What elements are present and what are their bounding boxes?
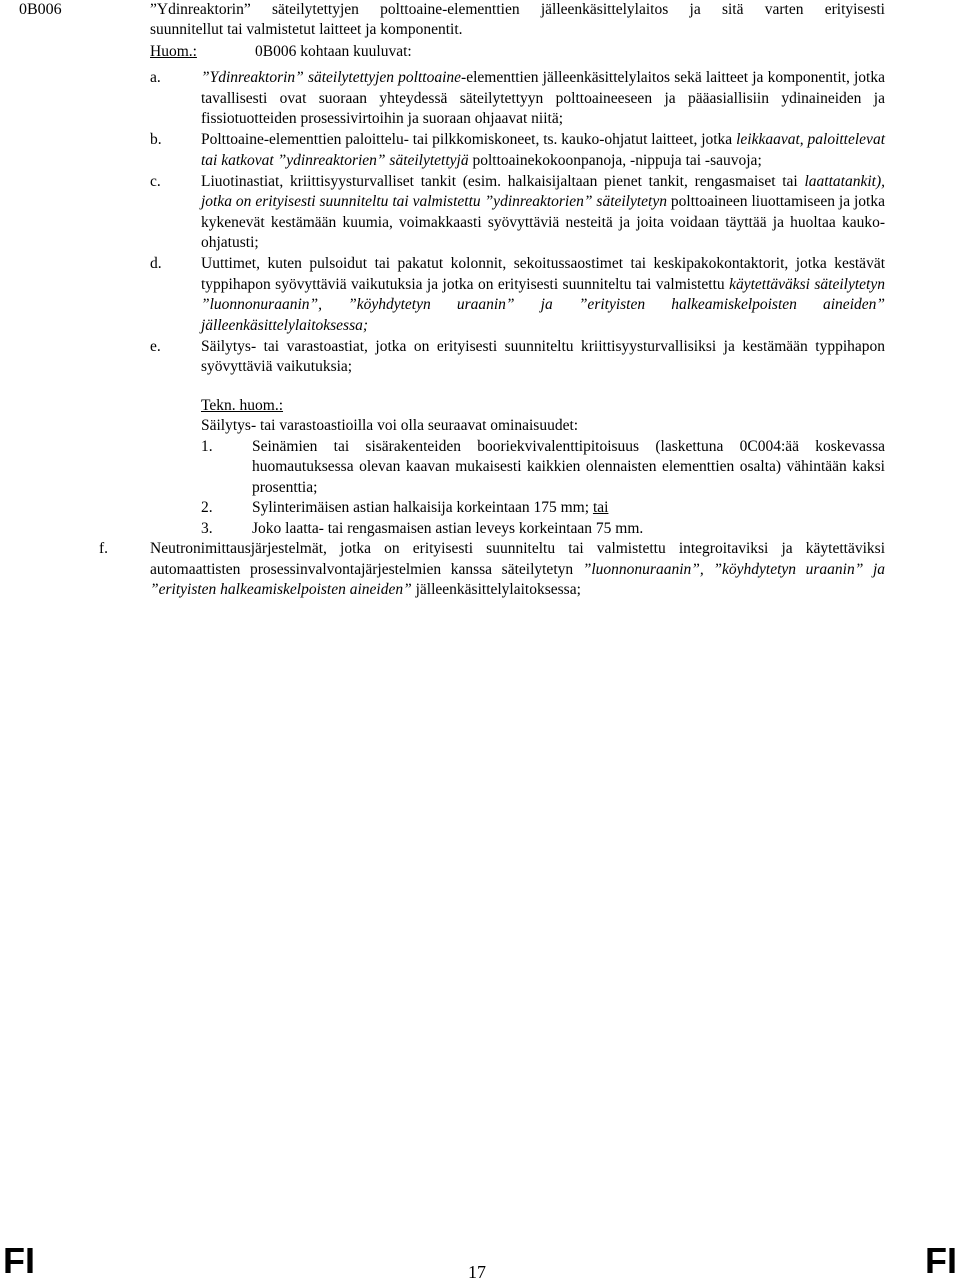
list-item-a — [150, 68, 885, 130]
item-text: Uuttimet, kuten pulsoidut tai pakatut kolonnit, sekoitussaostimet tai keskipakokontaktorit, jotka kestävät typpihapon syövyttäviä vaikutuksia ja jotka on erityisesti suunniteltu tai valmistettu — [201, 255, 885, 293]
item-letter: e. — [150, 337, 161, 355]
item-letter: b. — [150, 131, 162, 148]
sub-item-text: Seinämien tai sisärakenteiden booriekvivalenttipitoisuus (laskettuna 0C004:ää koskevassa huomautuksessa olevan kaavan mukaisesti kaikkien olennaisten elementtien osalta) vähintään kaksi prosenttia; — [252, 437, 885, 496]
list-item-b — [150, 130, 885, 171]
note-header — [150, 42, 412, 62]
item-text-italic: laattatankit), jotka on erityisesti suunniteltu tai valmistettu ”ydinreaktorien” säteilytetyn — [201, 172, 885, 210]
list-item-c — [150, 172, 885, 254]
item-text-italic: ”Ydinreaktorin” säteilytettyjen polttoaine — [201, 69, 462, 86]
item-letter: f. — [99, 540, 109, 557]
sub-item-3 — [201, 519, 885, 540]
footer-language-right: FI — [925, 1240, 957, 1281]
technical-note-label: Tekn. huom.: — [201, 396, 284, 414]
technical-note — [150, 396, 885, 540]
item-letter: d. — [150, 255, 162, 272]
item-text: Säilytys- tai varastoastiat, jotka on erityisesti suunniteltu kriittisyysturvallisiksi ja kestämään typpihapon syövyttäviä vaikutuksia; — [201, 337, 885, 375]
item-text: jälleenkäsittelylaitoksessa; — [411, 581, 581, 598]
item-text: -elementtien jälleenkäsittelylaitos sekä laitteet ja komponentit, jotka tavallisesti ovat suoraan yhteydessä säteilytettyyn polttoaineeseen ja pääasiallisiin ydinaineiden ja fissiotuotteiden prosessivirtoihin ja suoraan ohjaavat niitä; — [201, 69, 885, 127]
item-text-italic: ”luonnonuraanin”, ”köyhdytetyn uraanin” ja ”erityisten halkeamiskelpoisten aineiden” — [150, 560, 885, 598]
sub-item-1 — [201, 437, 885, 499]
footer-language-left: FI — [3, 1240, 35, 1281]
entry-title-line-2: suunnitellut tai valmistetut laitteet ja komponentit. — [150, 21, 463, 38]
item-text: polttoaineen liuottamiseen ja jotka kykenevät kestämään kuumia, voimakkaasti syövyttäviä nesteitä ja joita voidaan täyttää ja huoltaa kauko-ohjatusti; — [201, 193, 885, 251]
item-list — [99, 68, 885, 601]
sub-item-number: 3. — [201, 519, 213, 537]
entry-code: 0B006 — [19, 1, 62, 18]
note-label: Huom.: — [150, 43, 197, 60]
item-text: polttoainekokoonpanoja, -nippuja tai -sauvoja; — [468, 151, 762, 169]
item-letter: c. — [150, 172, 161, 190]
entry-title-line-1: ”Ydinreaktorin” säteilytettyjen polttoaine-elementtien jälleenkäsittelylaitos ja sitä varten erityisesti — [150, 1, 885, 18]
sub-item-text: Sylinterimäisen astian halkaisija korkeintaan 175 mm; — [252, 499, 593, 516]
entry-title — [150, 0, 885, 40]
item-letter: a. — [150, 69, 161, 86]
item-text: Neutronimittausjärjestelmät, jotka on erityisesti suunniteltu tai valmistettu integroitaviksi ja käytettäviksi automaattisten prosessinvalvontajärjestelmien kanssa säteilytetyn — [150, 540, 885, 578]
item-text-italic: leikkaavat, paloittelevat tai katkovat ”ydinreaktorien” säteilytettyjä — [201, 131, 885, 169]
page-number: 17 — [468, 1262, 486, 1282]
list-item-d — [150, 254, 885, 336]
item-text-italic: käytettäväksi säteilytetyn ”luonnonuraanin”, ”köyhdytetyn uraanin” ja ”erityisten halkeamiskelpoisten aineiden” jälleenkäsittelylaitoksessa; — [201, 275, 885, 334]
sub-item-conjunction: tai — [592, 499, 609, 516]
item-text: Polttoaine-elementtien paloittelu- tai pilkkomiskoneet, ts. kauko-ohjatut laitteet, jotka — [201, 131, 737, 148]
sub-item-number: 2. — [201, 499, 213, 516]
sub-item-number: 1. — [201, 437, 213, 455]
note-text: 0B006 kohtaan kuuluvat: — [255, 43, 412, 60]
list-item-f — [99, 539, 885, 601]
sub-item-2 — [201, 498, 885, 519]
sub-item-text: Joko laatta- tai rengasmaisen astian leveys korkeintaan 75 mm. — [252, 519, 644, 537]
technical-note-text: Säilytys- tai varastoastioilla voi olla seuraavat ominaisuudet: — [201, 417, 579, 434]
list-item-e — [150, 337, 885, 378]
item-text: Liuotinastiat, kriittisyysturvalliset tankit (esim. halkaisijaltaan pienet tankit, rengasmaiset tai — [201, 172, 805, 190]
